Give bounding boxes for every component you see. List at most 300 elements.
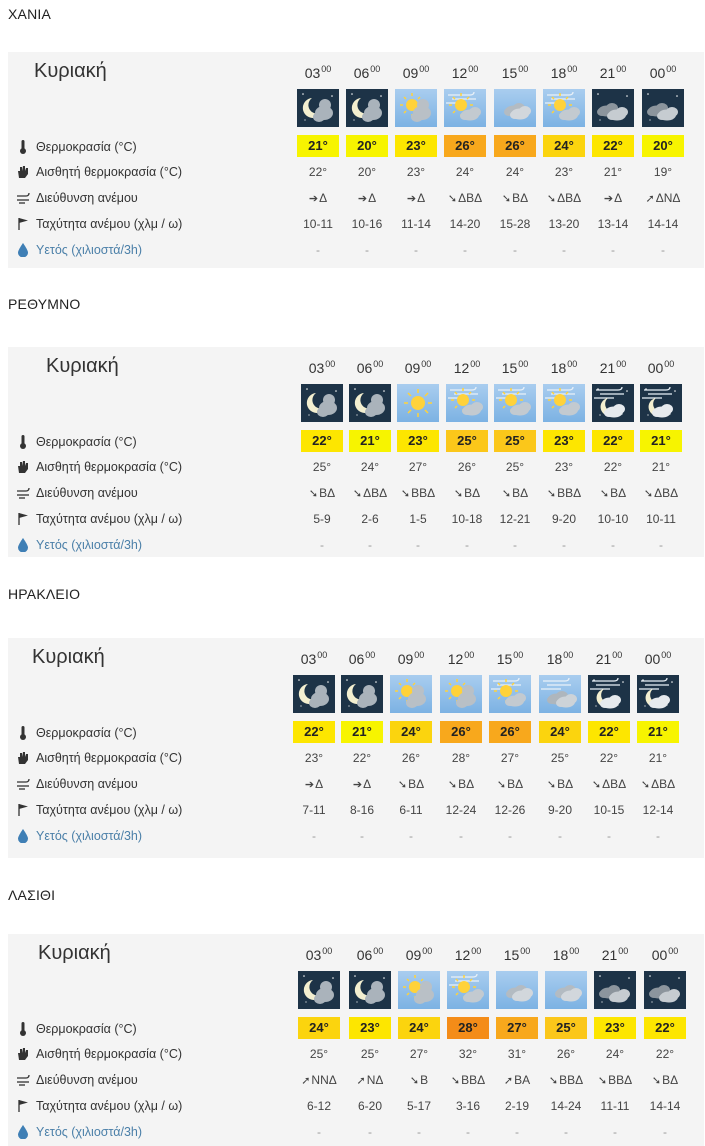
- day-title: Κυριακή: [32, 646, 105, 668]
- precipitation-value: -: [414, 243, 418, 257]
- wind-arrow-icon: ➔: [406, 193, 417, 205]
- precipitation-value: -: [508, 829, 512, 843]
- feels-like-value: 27°: [500, 751, 520, 765]
- wind-direction-value: [587, 486, 639, 500]
- feels-like-value: 19°: [653, 165, 673, 179]
- hour-label: [338, 650, 386, 667]
- hour-label: [589, 64, 637, 81]
- night-cloud-moon-icon: [349, 971, 391, 1009]
- wind-speed-value: 6-11: [399, 803, 423, 817]
- night-wind-moon-icon: [588, 675, 630, 713]
- wind-arrow-icon: ➘: [546, 193, 557, 205]
- minute-value: 00: [664, 359, 675, 369]
- hand-icon: [16, 165, 30, 179]
- temperature-value: 23°: [397, 430, 439, 452]
- wind-direction-text: ΒΔ: [319, 486, 336, 500]
- wind-speed-value: 14-24: [550, 1099, 582, 1113]
- temperature-value: 26°: [440, 721, 482, 743]
- night-cloud-moon-icon: [341, 675, 383, 713]
- temperature-value: 24°: [398, 1017, 440, 1039]
- feels-like-value: 20°: [357, 165, 377, 179]
- hour-label: [486, 650, 534, 667]
- forecast-panel: [8, 347, 704, 557]
- wind-arrow-icon: ➘: [548, 1075, 559, 1087]
- flag-icon: [16, 803, 30, 817]
- temperature-value: 26°: [494, 135, 536, 157]
- feels-like-value: 24°: [360, 460, 380, 474]
- wind-arrow-icon: ➘: [447, 779, 458, 791]
- feels-like-value: 32°: [458, 1047, 478, 1061]
- minute-value: 00: [365, 650, 376, 660]
- night-wind-moon-icon: [592, 384, 634, 422]
- wind-arrow-icon: ➔: [603, 193, 614, 205]
- thermometer-icon: [16, 1022, 30, 1036]
- region-title: ΛΑΣΙΘΙ: [8, 887, 56, 903]
- day-title: Κυριακή: [46, 355, 119, 377]
- wind-speed-value: 12-21: [499, 512, 531, 526]
- minute-value: 00: [419, 64, 430, 74]
- temperature-value: 23°: [395, 135, 437, 157]
- wind-speed-value: 14-14: [649, 1099, 681, 1113]
- night-wind-moon-icon: [640, 384, 682, 422]
- wind-speed-value: 6-20: [357, 1099, 383, 1113]
- wind-direction-value: [292, 191, 344, 205]
- wind-arrow-icon: ➘: [397, 779, 408, 791]
- wind-sun-cloud-icon: [489, 675, 531, 713]
- wind-direction-value: [589, 1073, 641, 1087]
- precipitation-value: -: [513, 243, 517, 257]
- precipitation-value: -: [317, 1125, 321, 1139]
- temperature-label: Θερμοκρασία (°C): [36, 435, 137, 449]
- flag-icon: [16, 217, 30, 231]
- hour-label: [346, 946, 394, 963]
- night-cloudy-icon: [592, 89, 634, 127]
- feels-like-value: 23°: [406, 165, 426, 179]
- minute-value: 00: [661, 650, 672, 660]
- wind-speed-value: 9-20: [547, 803, 573, 817]
- precipitation-value: -: [613, 1125, 617, 1139]
- wind-direction-text: ΒΒΔ: [557, 486, 582, 500]
- feels-like-value: 26°: [401, 751, 421, 765]
- wind-speed-value: 2-6: [361, 512, 379, 526]
- wind-direction-value: [390, 191, 442, 205]
- wind-arrow-icon: ➔: [352, 779, 363, 791]
- wind-speed-value: 3-16: [455, 1099, 481, 1113]
- wind-speed-value: 14-20: [449, 217, 481, 231]
- precipitation-value: -: [611, 243, 615, 257]
- precipitation-value: -: [564, 1125, 568, 1139]
- precipitation-value: -: [558, 829, 562, 843]
- wind-direction-text: ΒΔ: [464, 486, 481, 500]
- hour-value: 00: [649, 65, 666, 81]
- wind-arrow-icon: ➘: [640, 779, 651, 791]
- temperature-value: 21°: [640, 430, 682, 452]
- wind-arrow-icon: ➘: [591, 779, 602, 791]
- hour-value: 18: [550, 65, 567, 81]
- wind-speed-label: Ταχύτητα ανέμου (χλμ / ω): [36, 1099, 183, 1113]
- thermometer-icon: [16, 435, 30, 449]
- minute-value: 00: [471, 946, 482, 956]
- wind-arrow-icon: ➘: [352, 488, 363, 500]
- precipitation-value: -: [562, 243, 566, 257]
- wind-sun-cloud-icon: [494, 384, 536, 422]
- feels-like-value: 25°: [550, 751, 570, 765]
- precipitation-value: -: [417, 1125, 421, 1139]
- hour-value: 06: [348, 651, 365, 667]
- precipitation-value: -: [416, 538, 420, 552]
- wind-direction-value: [442, 1073, 494, 1087]
- precipitation-label[interactable]: Υετός (χιλιοστά/3h): [36, 243, 143, 257]
- wind-cloud-icon: [539, 675, 581, 713]
- wind-direction-value: [538, 191, 590, 205]
- minute-value: 00: [422, 946, 433, 956]
- temperature-value: 25°: [446, 430, 488, 452]
- feels-like-value: 25°: [309, 1047, 329, 1061]
- feels-like-value: 27°: [408, 460, 428, 474]
- hour-label: [395, 946, 443, 963]
- hour-value: 15: [503, 947, 520, 963]
- feels-like-value: 22°: [308, 165, 328, 179]
- hour-value: 18: [546, 651, 563, 667]
- wind-arrow-icon: ➘: [546, 779, 557, 791]
- wind-direction-text: ΔΒΔ: [602, 777, 627, 791]
- hour-label: [343, 64, 391, 81]
- precipitation-value: -: [611, 538, 615, 552]
- wind-direction-value: [344, 486, 396, 500]
- wind-direction-text: ΔΒΔ: [651, 777, 676, 791]
- temperature-label: Θερμοκρασία (°C): [36, 1022, 137, 1036]
- temperature-value: 21°: [637, 721, 679, 743]
- hour-label: [441, 64, 489, 81]
- precipitation-value: -: [659, 538, 663, 552]
- hour-value: 15: [501, 65, 518, 81]
- hour-label: [290, 650, 338, 667]
- wind-direction-text: ΒΔ: [408, 777, 425, 791]
- sun-cloud-icon: [390, 675, 432, 713]
- wind-direction-value: [637, 191, 689, 205]
- wind-direction-value: [540, 1073, 592, 1087]
- day-title: Κυριακή: [34, 60, 107, 82]
- minute-value: 00: [567, 359, 578, 369]
- wind-direction-value: [296, 486, 348, 500]
- hour-label: [641, 946, 689, 963]
- temperature-value: 23°: [543, 430, 585, 452]
- feels-like-value: 26°: [556, 1047, 576, 1061]
- temperature-value: 22°: [301, 430, 343, 452]
- hour-value: 12: [454, 947, 471, 963]
- hour-value: 21: [595, 651, 612, 667]
- forecast-panel: [8, 934, 704, 1146]
- minute-value: 00: [668, 946, 679, 956]
- precipitation-value: -: [513, 538, 517, 552]
- temperature-value: 21°: [341, 721, 383, 743]
- feels-like-value: 22°: [655, 1047, 675, 1061]
- hour-value: 06: [356, 947, 373, 963]
- wind-direction-value: [439, 191, 491, 205]
- feels-like-value: 26°: [457, 460, 477, 474]
- temperature-value: 26°: [444, 135, 486, 157]
- wind-direction-text: ΝΝΔ: [311, 1073, 337, 1087]
- feels-like-value: 27°: [409, 1047, 429, 1061]
- wind-arrow-icon: ➚: [356, 1075, 366, 1087]
- night-cloud-moon-icon: [297, 89, 339, 127]
- sun-cloud-icon: [395, 89, 437, 127]
- precipitation-value: -: [465, 538, 469, 552]
- minute-value: 00: [520, 946, 531, 956]
- wind-direction-text: ΒΔ: [512, 486, 529, 500]
- precipitation-label[interactable]: Υετός (χιλιοστά/3h): [36, 1125, 143, 1139]
- hand-icon: [16, 751, 30, 765]
- wind-speed-value: 6-12: [306, 1099, 332, 1113]
- wind-speed-value: 12-26: [494, 803, 526, 817]
- wind-speed-value: 11-11: [600, 1099, 630, 1113]
- night-cloud-moon-icon: [301, 384, 343, 422]
- wind-arrow-icon: ➘: [643, 488, 654, 500]
- precipitation-value: -: [360, 829, 364, 843]
- wind-speed-label: Ταχύτητα ανέμου (χλμ / ω): [36, 803, 183, 817]
- precipitation-label[interactable]: Υετός (χιλιοστά/3h): [36, 538, 143, 552]
- wind-speed-value: 5-9: [313, 512, 331, 526]
- minute-value: 00: [616, 64, 627, 74]
- precipitation-value: -: [663, 1125, 667, 1139]
- minute-value: 00: [470, 359, 481, 369]
- wind-sun-cloud-icon: [543, 89, 585, 127]
- hour-value: 00: [644, 651, 661, 667]
- hour-value: 18: [552, 947, 569, 963]
- night-cloudy-icon: [644, 971, 686, 1009]
- wind-speed-value: 14-14: [647, 217, 679, 231]
- precipitation-label[interactable]: Υετός (χιλιοστά/3h): [36, 829, 143, 843]
- wind-sun-cloud-icon: [446, 384, 488, 422]
- wind-arrow-icon: ➚: [301, 1075, 311, 1087]
- feels-like-label: Αισθητή θερμοκρασία (°C): [36, 751, 183, 765]
- temperature-value: 22°: [592, 135, 634, 157]
- thermometer-icon: [16, 726, 30, 740]
- wind-direction-text: Δ: [417, 191, 426, 205]
- feels-like-value: 21°: [603, 165, 623, 179]
- temperature-value: 21°: [349, 430, 391, 452]
- hour-value: 06: [353, 65, 370, 81]
- wind-arrow-icon: ➘: [496, 779, 507, 791]
- minute-value: 00: [370, 64, 381, 74]
- feels-like-value: 22°: [599, 751, 619, 765]
- wind-arrow-icon: ➘: [308, 488, 319, 500]
- hour-value: 15: [501, 360, 518, 376]
- wind-direction-text: ΒΔ: [512, 191, 529, 205]
- precipitation-value: -: [656, 829, 660, 843]
- feels-like-label: Αισθητή θερμοκρασία (°C): [36, 1047, 183, 1061]
- raindrop-icon: [16, 243, 30, 257]
- wind-direction-text: ΒΒΔ: [559, 1073, 584, 1087]
- wind-speed-value: 13-20: [548, 217, 580, 231]
- wind-direction-label: Διεύθυνση ανέμου: [36, 1073, 138, 1087]
- feels-like-value: 23°: [554, 460, 574, 474]
- wind-direction-text: Δ: [315, 777, 324, 791]
- feels-like-value: 21°: [648, 751, 668, 765]
- wind-direction-value: [491, 1073, 543, 1087]
- wind-sun-cloud-icon: [447, 971, 489, 1009]
- wind-direction-text: Β: [420, 1073, 429, 1087]
- wind-arrow-icon: ➘: [597, 1075, 608, 1087]
- wind-arrow-icon: ➘: [450, 1075, 461, 1087]
- wind-direction-text: ΒΔ: [507, 777, 524, 791]
- wind-direction-label: Διεύθυνση ανέμου: [36, 777, 138, 791]
- night-cloud-moon-icon: [349, 384, 391, 422]
- hour-label: [392, 64, 440, 81]
- hour-value: 00: [647, 360, 664, 376]
- wind-direction-icon: [16, 777, 30, 791]
- hour-label: [639, 64, 687, 81]
- hour-label: [491, 359, 539, 376]
- raindrop-icon: [16, 538, 30, 552]
- wind-direction-text: ΔΒΔ: [363, 486, 388, 500]
- wind-direction-text: ΒΔ: [557, 777, 574, 791]
- minute-value: 00: [321, 64, 332, 74]
- region-title: ΡΕΘΥΜΝΟ: [8, 296, 81, 312]
- minute-value: 00: [612, 650, 623, 660]
- wind-arrow-icon: ➔: [304, 779, 315, 791]
- wind-direction-value: [385, 777, 437, 791]
- precipitation-value: -: [515, 1125, 519, 1139]
- minute-value: 00: [666, 64, 677, 74]
- wind-direction-label: Διεύθυνση ανέμου: [36, 191, 138, 205]
- temperature-value: 24°: [539, 721, 581, 743]
- hand-icon: [16, 460, 30, 474]
- precipitation-value: -: [562, 538, 566, 552]
- wind-direction-value: [534, 777, 586, 791]
- wind-direction-text: ΔΒΔ: [654, 486, 679, 500]
- wind-direction-text: Δ: [363, 777, 372, 791]
- wind-arrow-icon: ➚: [645, 193, 655, 205]
- wind-direction-value: [341, 191, 393, 205]
- hour-value: 00: [651, 947, 668, 963]
- cloudy-icon: [496, 971, 538, 1009]
- flag-icon: [16, 512, 30, 526]
- temperature-value: 23°: [349, 1017, 391, 1039]
- hour-label: [493, 946, 541, 963]
- minute-value: 00: [325, 359, 336, 369]
- temperature-value: 22°: [592, 430, 634, 452]
- wind-arrow-icon: ➘: [651, 1075, 662, 1087]
- hour-value: 09: [405, 947, 422, 963]
- minute-value: 00: [618, 946, 629, 956]
- wind-direction-value: [441, 486, 493, 500]
- temperature-value: 27°: [496, 1017, 538, 1039]
- wind-direction-value: [587, 191, 639, 205]
- precipitation-value: -: [368, 538, 372, 552]
- wind-direction-value: [639, 1073, 691, 1087]
- wind-arrow-icon: ➘: [453, 488, 464, 500]
- region-title: ΗΡΑΚΛΕΙΟ: [8, 586, 81, 602]
- wind-sun-cloud-icon: [543, 384, 585, 422]
- feels-like-value: 24°: [505, 165, 525, 179]
- wind-arrow-icon: ➘: [400, 488, 411, 500]
- wind-speed-value: 13-14: [597, 217, 629, 231]
- wind-speed-value: 10-10: [597, 512, 629, 526]
- sun-cloud-icon: [440, 675, 482, 713]
- minute-value: 00: [518, 64, 529, 74]
- wind-direction-value: [583, 777, 635, 791]
- temperature-label: Θερμοκρασία (°C): [36, 726, 137, 740]
- wind-direction-value: [336, 777, 388, 791]
- wind-direction-text: ΔΒΔ: [458, 191, 483, 205]
- hour-value: 12: [451, 65, 468, 81]
- wind-arrow-icon: ➚: [503, 1075, 514, 1087]
- wind-direction-text: ΒΒΔ: [411, 486, 436, 500]
- wind-direction-value: [489, 486, 541, 500]
- feels-like-value: 25°: [360, 1047, 380, 1061]
- minute-value: 00: [468, 64, 479, 74]
- wind-speed-value: 10-11: [303, 217, 333, 231]
- wind-direction-value: [635, 486, 687, 500]
- feels-like-value: 24°: [455, 165, 475, 179]
- temperature-value: 22°: [293, 721, 335, 743]
- feels-like-value: 25°: [312, 460, 332, 474]
- wind-arrow-icon: ➘: [546, 488, 557, 500]
- hour-label: [634, 650, 682, 667]
- precipitation-value: -: [661, 243, 665, 257]
- precipitation-value: -: [607, 829, 611, 843]
- night-cloud-moon-icon: [346, 89, 388, 127]
- region-title: ΧΑΝΙΑ: [8, 6, 52, 22]
- hour-label: [540, 359, 588, 376]
- hour-label: [585, 650, 633, 667]
- minute-value: 00: [513, 650, 524, 660]
- hour-value: 09: [402, 65, 419, 81]
- wind-speed-value: 9-20: [551, 512, 577, 526]
- wind-direction-text: ΒΔ: [610, 486, 627, 500]
- feels-like-value: 31°: [507, 1047, 527, 1061]
- temperature-value: 24°: [298, 1017, 340, 1039]
- temperature-value: 28°: [447, 1017, 489, 1039]
- thermometer-icon: [16, 140, 30, 154]
- cloudy-icon: [545, 971, 587, 1009]
- wind-speed-value: 8-16: [349, 803, 375, 817]
- wind-direction-value: [344, 1073, 396, 1087]
- night-cloudy-icon: [594, 971, 636, 1009]
- hour-label: [346, 359, 394, 376]
- forecast-panel: [8, 638, 704, 858]
- raindrop-icon: [16, 1125, 30, 1139]
- temperature-value: 26°: [489, 721, 531, 743]
- minute-value: 00: [421, 359, 432, 369]
- precipitation-value: -: [463, 243, 467, 257]
- wind-direction-text: ΒΑ: [514, 1073, 531, 1087]
- wind-speed-value: 12-24: [445, 803, 477, 817]
- hour-value: 09: [404, 360, 421, 376]
- precipitation-value: -: [459, 829, 463, 843]
- minute-value: 00: [373, 359, 384, 369]
- minute-value: 00: [414, 650, 425, 660]
- hour-label: [542, 946, 590, 963]
- hour-value: 21: [599, 65, 616, 81]
- hour-label: [540, 64, 588, 81]
- wind-direction-value: [484, 777, 536, 791]
- wind-speed-value: 1-5: [409, 512, 427, 526]
- hour-value: 15: [496, 651, 513, 667]
- wind-direction-label: Διεύθυνση ανέμου: [36, 486, 138, 500]
- flag-icon: [16, 1099, 30, 1113]
- wind-direction-value: [288, 777, 340, 791]
- temperature-label: Θερμοκρασία (°C): [36, 140, 137, 154]
- wind-direction-text: ΒΒΔ: [608, 1073, 633, 1087]
- hour-label: [536, 650, 584, 667]
- minute-value: 00: [317, 650, 328, 660]
- precipitation-value: -: [409, 829, 413, 843]
- precipitation-value: -: [365, 243, 369, 257]
- forecast-panel: [8, 52, 704, 268]
- hour-value: 03: [304, 65, 321, 81]
